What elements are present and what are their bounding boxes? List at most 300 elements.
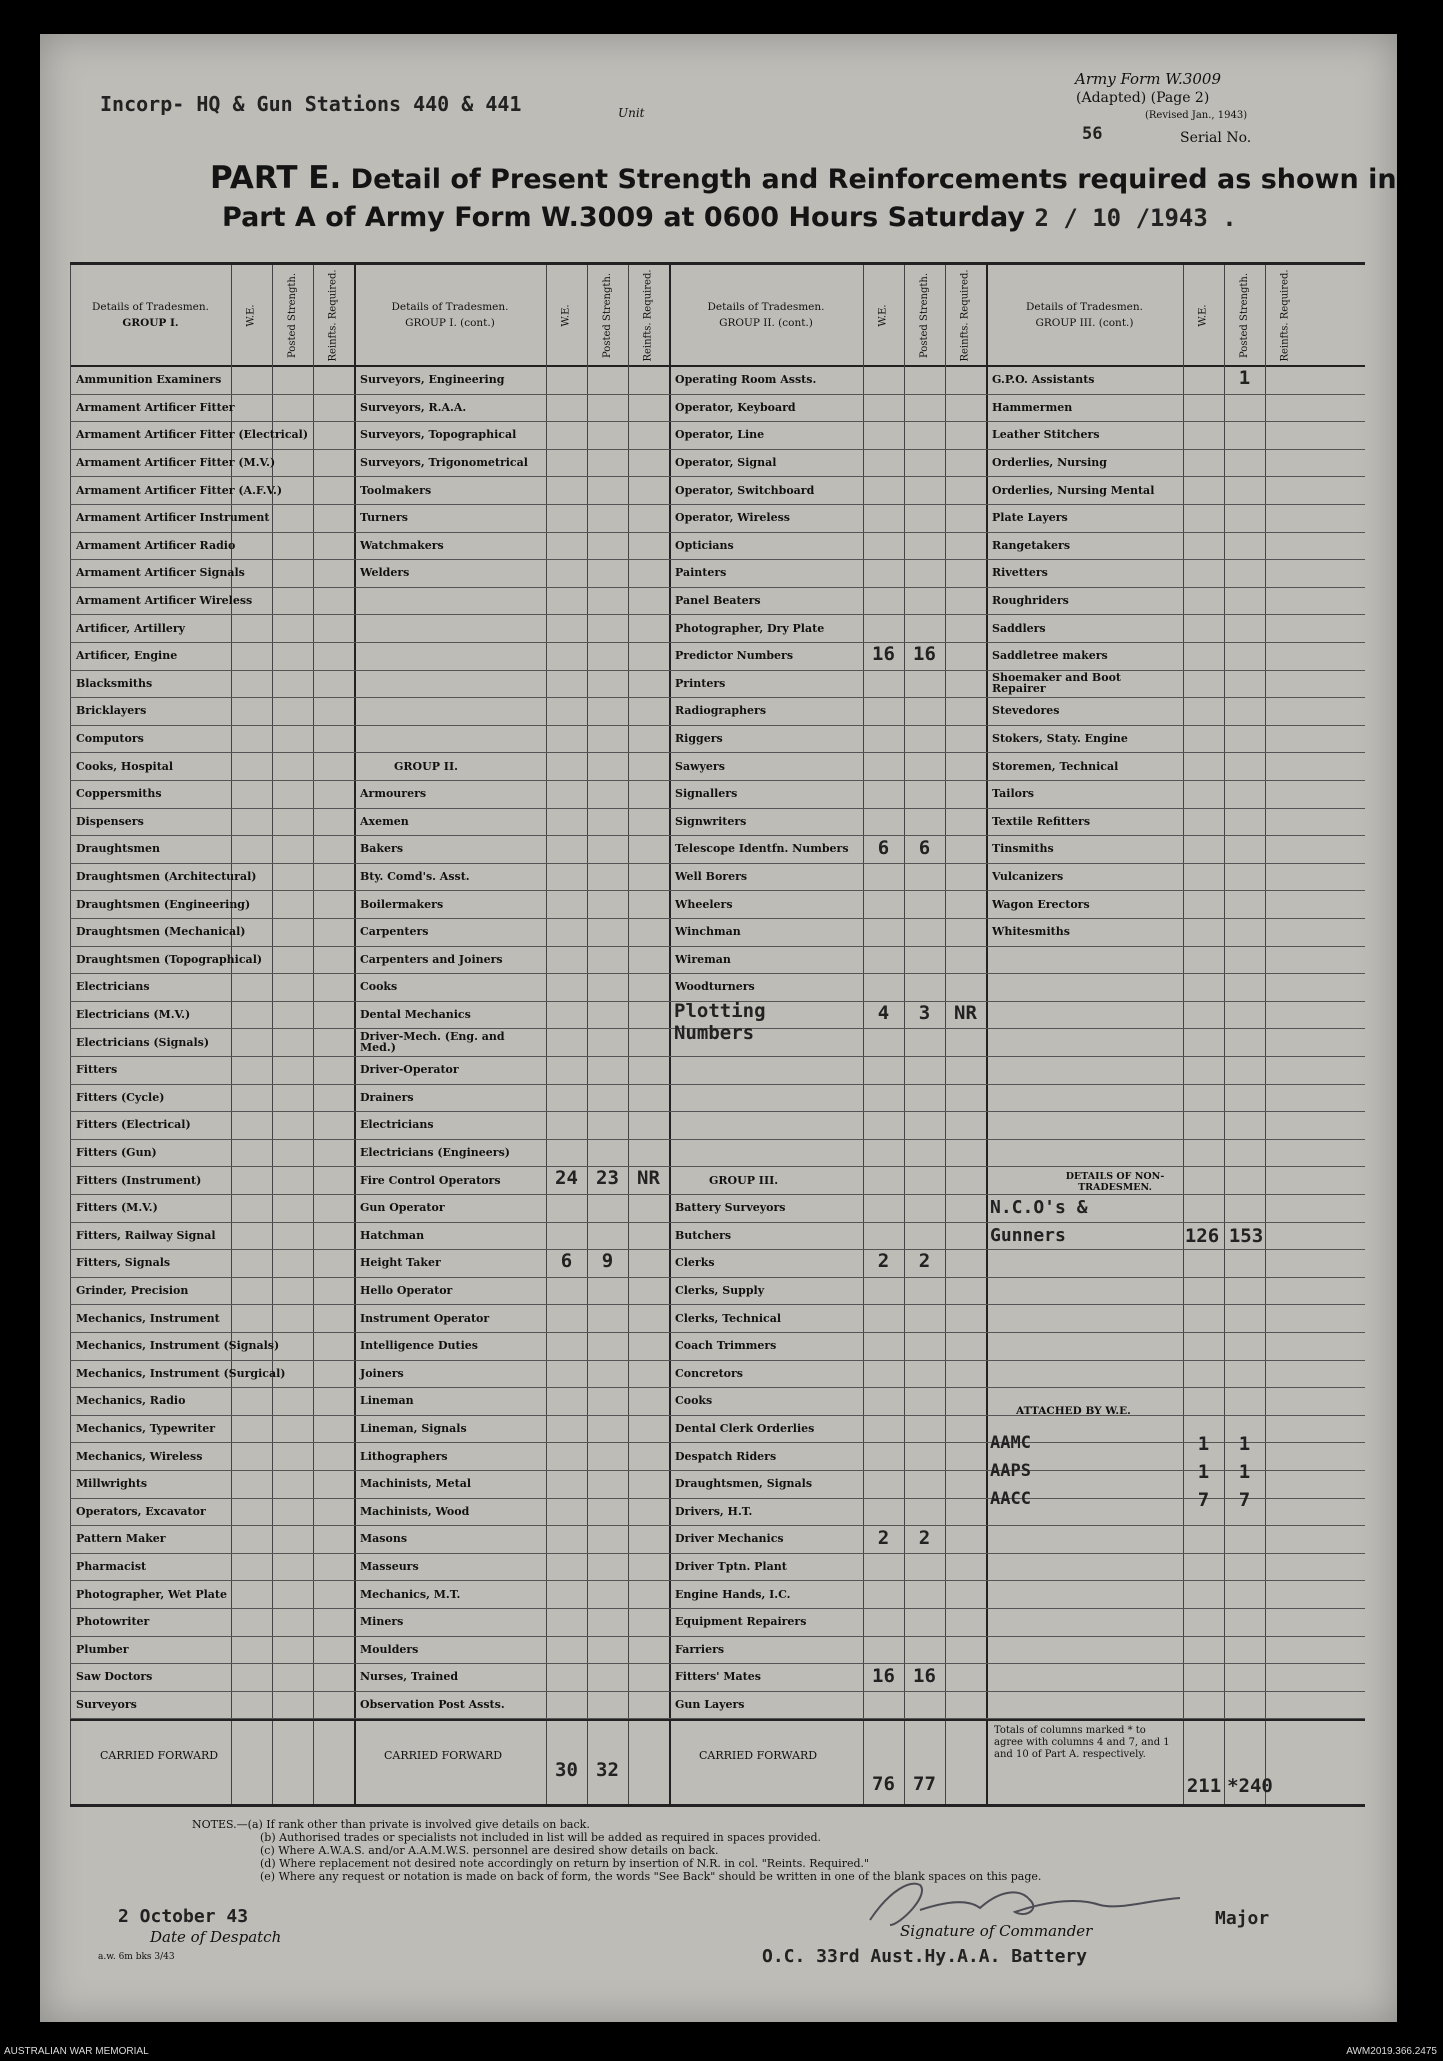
table-row bbox=[986, 642, 1176, 670]
row-label: Surveyors bbox=[76, 1698, 137, 1712]
telescope-we: 6 bbox=[877, 837, 890, 859]
row-label: Dental Clerk Orderlies bbox=[675, 1422, 815, 1436]
row-label: Fitters (Gun) bbox=[76, 1146, 157, 1160]
row-label: Welders bbox=[360, 566, 410, 580]
table-row bbox=[354, 1691, 544, 1719]
table-row bbox=[986, 670, 1176, 698]
row-label: Plate Layers bbox=[992, 511, 1068, 525]
header-reinfts: Reinfts. Required. bbox=[643, 268, 654, 362]
totals-note: Totals of columns marked * to agree with columns 4 and 7, and 1 and 10 of Part A. respectively. bbox=[994, 1725, 1170, 1760]
header-we: W.E. bbox=[246, 303, 257, 327]
table-row bbox=[354, 1166, 544, 1194]
row-label: Coppersmiths bbox=[76, 787, 162, 801]
table-row bbox=[354, 1636, 544, 1664]
row-label: Machinists, Metal bbox=[360, 1477, 472, 1491]
table-row bbox=[354, 1360, 544, 1388]
table-row bbox=[354, 1222, 544, 1250]
row-label: G.P.O. Assistants bbox=[992, 373, 1095, 387]
header-reinfts: Reinfts. Required. bbox=[328, 268, 339, 362]
unit-suffix: Unit bbox=[618, 106, 645, 120]
gun-layers-we: 16 bbox=[872, 1665, 895, 1687]
nco-posted: 153 bbox=[1228, 1225, 1264, 1247]
table-row bbox=[986, 532, 1176, 560]
form-revised: (Revised Jan., 1943) bbox=[1145, 110, 1248, 121]
table-row bbox=[354, 532, 544, 560]
row-label: Wheelers bbox=[675, 897, 733, 911]
table-row bbox=[669, 1470, 859, 1498]
row-label: Butchers bbox=[675, 1228, 732, 1242]
table-row bbox=[986, 918, 1176, 946]
telescope-posted: 6 bbox=[918, 837, 931, 859]
cf-total-we: 211 bbox=[1186, 1775, 1222, 1797]
row-label: Armament Artificer Fitter bbox=[76, 400, 235, 414]
row-label: Driver-Operator bbox=[360, 1063, 459, 1077]
table-row bbox=[354, 1387, 544, 1415]
row-label: Fitters (M.V.) bbox=[76, 1201, 158, 1215]
row-label: Armament Artificer Fitter (Electrical) bbox=[76, 428, 309, 442]
row-label: Intelligence Duties bbox=[360, 1339, 478, 1353]
aamc-label: AAMC bbox=[990, 1433, 1031, 1453]
row-label: Operator, Switchboard bbox=[675, 483, 815, 497]
row-label: Armament Artificer Fitter (M.V.) bbox=[76, 456, 276, 470]
row-label: Driver Mechanics bbox=[675, 1532, 784, 1546]
row-label: Rangetakers bbox=[992, 538, 1071, 552]
table-row bbox=[986, 725, 1176, 753]
table-row bbox=[354, 1249, 544, 1277]
table-row bbox=[669, 1498, 859, 1526]
row-label: Hello Operator bbox=[360, 1284, 453, 1298]
row-label: Rivetters bbox=[992, 566, 1048, 580]
row-label: Saddletree makers bbox=[992, 649, 1108, 663]
table-row bbox=[354, 1415, 544, 1443]
row-label: Signwriters bbox=[675, 814, 747, 828]
table-row bbox=[669, 532, 859, 560]
table-row bbox=[669, 1084, 859, 1112]
row-label: Farriers bbox=[675, 1642, 725, 1656]
row-label: Driver-Mech. (Eng. and Med.) bbox=[360, 1030, 505, 1055]
table-row bbox=[669, 1056, 859, 1084]
header-group3-cont: Details of Tradesmen. GROUP III. (cont.) bbox=[1026, 301, 1143, 329]
row-label: Clerks, Supply bbox=[675, 1284, 765, 1298]
table-row bbox=[986, 808, 1176, 836]
table-row bbox=[669, 394, 859, 422]
table-row bbox=[669, 1691, 859, 1719]
row-label: Electricians bbox=[360, 1118, 434, 1132]
page-title-line2: Part A of Army Form W.3009 at 0600 Hours Saturday 2 / 10 /1943 . bbox=[222, 202, 1237, 233]
header-group1-cont: Details of Tradesmen. GROUP I. (cont.) bbox=[391, 301, 509, 329]
table-row bbox=[669, 1304, 859, 1332]
table-row bbox=[669, 1525, 859, 1553]
page-title-line1: PART E. Detail of Present Strength and Reinforcements required as shown in bbox=[210, 160, 1397, 196]
row-label: Coach Trimmers bbox=[675, 1339, 777, 1353]
row-label: Orderlies, Nursing bbox=[992, 456, 1107, 470]
row-label: Height Taker bbox=[360, 1256, 441, 1270]
archive-strip bbox=[0, 2044, 1443, 2061]
row-label: Draughtsmen (Mechanical) bbox=[76, 925, 246, 939]
row-label: Dental Mechanics bbox=[360, 1008, 471, 1022]
table-row bbox=[986, 863, 1176, 891]
row-label: Cooks bbox=[360, 980, 398, 994]
table-row bbox=[669, 1580, 859, 1608]
fire-control-posted: 23 bbox=[596, 1167, 619, 1189]
row-label: Mechanics, Typewriter bbox=[76, 1422, 216, 1436]
row-label: Fitters bbox=[76, 1063, 118, 1077]
fire-control-reinf: NR bbox=[637, 1167, 660, 1189]
aacc-label: AACC bbox=[990, 1489, 1031, 1509]
row-label: Bakers bbox=[360, 842, 404, 856]
row-label: Riggers bbox=[675, 732, 723, 746]
row-label: Stevedores bbox=[992, 704, 1060, 718]
table-row bbox=[354, 449, 544, 477]
aacc-we: 7 bbox=[1197, 1489, 1210, 1511]
row-label: Sawyers bbox=[675, 759, 725, 773]
table-row bbox=[354, 890, 544, 918]
row-label: Clerks bbox=[675, 1256, 715, 1270]
row-label: Grinder, Precision bbox=[76, 1284, 189, 1298]
row-label: Fitters (Cycle) bbox=[76, 1090, 165, 1104]
table-row bbox=[986, 697, 1176, 725]
table-row bbox=[354, 780, 544, 808]
row-label: Stokers, Staty. Engine bbox=[992, 732, 1128, 746]
gun-layers-posted: 16 bbox=[913, 1665, 936, 1687]
table-row bbox=[354, 1056, 544, 1084]
table-row bbox=[354, 642, 544, 670]
row-label: Operators, Excavator bbox=[76, 1504, 206, 1518]
row-label: Instrument Operator bbox=[360, 1311, 490, 1325]
row-label: Plumber bbox=[76, 1642, 129, 1656]
table-row bbox=[669, 449, 859, 477]
table-row bbox=[986, 476, 1176, 504]
table-row bbox=[669, 670, 859, 698]
table-row bbox=[354, 752, 544, 780]
row-label: Bricklayers bbox=[76, 704, 147, 718]
header-reinfts: Reinfts. Required. bbox=[960, 268, 971, 362]
archive-right: AWM2019.366.2475 bbox=[1346, 2046, 1437, 2057]
row-label: Concretors bbox=[675, 1366, 743, 1380]
row-label: Telescope Identfn. Numbers bbox=[675, 842, 849, 856]
notes-block: NOTES.—(a) If rank other than private is involved give details on back. (b) Authorised trades or specialists not included in list will be added as required in spaces provided. (c) Where A.W.A.S. and/or A.A.M.W.S. personnel are desired show details on back. (d) Where replacement not desired note accordingly on return by insertion of N.R. in col. "Reints. Required." (e) Where any request or notation is made on back of form, the words "See Back" should be written in one of the blank spaces on this page. bbox=[192, 1818, 1042, 1883]
row-label: Wireman bbox=[675, 952, 731, 966]
plotting-label: Plotting Numbers bbox=[674, 1000, 766, 1044]
unit-line: Incorp- HQ & Gun Stations 440 & 441 bbox=[100, 92, 522, 116]
row-label: Masons bbox=[360, 1532, 408, 1546]
table-row bbox=[354, 1194, 544, 1222]
table-row bbox=[354, 1498, 544, 1526]
table-row bbox=[669, 1636, 859, 1664]
aacc-posted: 7 bbox=[1238, 1489, 1251, 1511]
table-row bbox=[669, 780, 859, 808]
row-label: Fitters, Signals bbox=[76, 1256, 171, 1270]
table-row bbox=[354, 1442, 544, 1470]
table-row bbox=[669, 614, 859, 642]
table-row bbox=[669, 725, 859, 753]
table-row bbox=[669, 1442, 859, 1470]
row-label: Vulcanizers bbox=[992, 870, 1064, 884]
header-posted: Posted Strength. bbox=[1239, 272, 1251, 358]
header-we: W.E. bbox=[561, 303, 572, 327]
row-label: Surveyors, R.A.A. bbox=[360, 400, 467, 414]
table-row bbox=[354, 918, 544, 946]
table-row bbox=[986, 366, 1176, 394]
table-row bbox=[986, 835, 1176, 863]
row-label: Surveyors, Trigonometrical bbox=[360, 456, 528, 470]
aaps-we: 1 bbox=[1197, 1461, 1210, 1483]
row-label: Printers bbox=[675, 676, 726, 690]
row-label: Photowriter bbox=[76, 1615, 150, 1629]
row-label: Draughtsmen bbox=[76, 842, 161, 856]
header-posted: Posted Strength. bbox=[602, 272, 614, 358]
row-label: Storemen, Technical bbox=[992, 759, 1119, 773]
row-label: Pharmacist bbox=[76, 1560, 147, 1574]
serial-value: 56 bbox=[1082, 124, 1103, 144]
table-row bbox=[354, 697, 544, 725]
row-label: Boilermakers bbox=[360, 897, 444, 911]
cf-col2-posted: 32 bbox=[596, 1759, 619, 1781]
table-row bbox=[986, 780, 1176, 808]
plotting-reinf: NR bbox=[954, 1002, 977, 1024]
table-row bbox=[354, 946, 544, 974]
row-label: Shoemaker and Boot Repairer bbox=[992, 671, 1121, 696]
plotting-we: 4 bbox=[877, 1002, 890, 1024]
row-label: Fitters, Railway Signal bbox=[76, 1228, 216, 1242]
table-row bbox=[669, 973, 859, 1001]
row-label: Tinsmiths bbox=[992, 842, 1054, 856]
table-row bbox=[669, 1332, 859, 1360]
row-label: Operating Room Assts. bbox=[675, 373, 817, 387]
fire-control-we: 24 bbox=[555, 1167, 578, 1189]
row-label: Blacksmiths bbox=[76, 676, 153, 690]
row-label: Drainers bbox=[360, 1090, 414, 1104]
table-row bbox=[354, 1084, 544, 1112]
table-row bbox=[354, 1608, 544, 1636]
row-label: Millwrights bbox=[76, 1477, 148, 1491]
table-row bbox=[986, 449, 1176, 477]
row-label: Gun Operator bbox=[360, 1201, 445, 1215]
row-label: Drivers, H.T. bbox=[675, 1504, 753, 1518]
row-label: Saddlers bbox=[992, 621, 1046, 635]
table-row bbox=[986, 504, 1176, 532]
row-label: Draughtsmen (Topographical) bbox=[76, 952, 263, 966]
table-row bbox=[354, 476, 544, 504]
row-label: Wagon Erectors bbox=[992, 897, 1090, 911]
height-taker-posted: 9 bbox=[601, 1250, 614, 1272]
table-row bbox=[354, 1663, 544, 1691]
table-row bbox=[669, 1194, 859, 1222]
row-label: Axemen bbox=[360, 814, 409, 828]
row-label: Orderlies, Nursing Mental bbox=[992, 483, 1155, 497]
row-label: Electricians (M.V.) bbox=[76, 1008, 191, 1022]
row-label: Cooks, Hospital bbox=[76, 759, 174, 773]
table-row bbox=[669, 918, 859, 946]
non-tradesmen-header: DETAILS OF NON-TRADESMEN. bbox=[1065, 1171, 1165, 1193]
gpo-posted: 1 bbox=[1238, 367, 1251, 389]
row-label: Miners bbox=[360, 1615, 404, 1629]
clerks-posted: 2 bbox=[918, 1250, 931, 1272]
height-taker-we: 6 bbox=[560, 1250, 573, 1272]
row-label: Ammunition Examiners bbox=[76, 373, 222, 387]
row-label: Nurses, Trained bbox=[360, 1670, 459, 1684]
row-label: Lithographers bbox=[360, 1449, 448, 1463]
row-label: Armament Artificer Radio bbox=[76, 538, 236, 552]
row-label: Well Borers bbox=[675, 870, 748, 884]
row-label: Draughtsmen (Engineering) bbox=[76, 897, 251, 911]
table-row bbox=[986, 421, 1176, 449]
row-label: Draughtsmen (Architectural) bbox=[76, 870, 257, 884]
table-row bbox=[669, 1166, 859, 1194]
header-we: W.E. bbox=[878, 303, 889, 327]
table-row bbox=[354, 1139, 544, 1167]
table-row bbox=[354, 1470, 544, 1498]
table-row bbox=[354, 394, 544, 422]
row-label: Opticians bbox=[675, 538, 734, 552]
row-label: Moulders bbox=[360, 1642, 419, 1656]
row-label: Machinists, Wood bbox=[360, 1504, 470, 1518]
row-label: Mechanics, Instrument (Signals) bbox=[76, 1339, 280, 1353]
table-row bbox=[669, 1663, 859, 1691]
rank: Major bbox=[1215, 1908, 1270, 1929]
table-row bbox=[354, 1111, 544, 1139]
despatch-label: Date of Despatch bbox=[150, 1928, 282, 1946]
print-code: a.w. 6m bks 3/43 bbox=[98, 1952, 175, 1962]
aamc-we: 1 bbox=[1197, 1433, 1210, 1455]
row-label: Painters bbox=[675, 566, 727, 580]
row-label: Turners bbox=[360, 511, 408, 525]
table-row bbox=[354, 1580, 544, 1608]
table-row bbox=[986, 394, 1176, 422]
row-label: Armament Artificer Instrument bbox=[76, 511, 270, 525]
carried-forward-label: CARRIED FORWARD bbox=[100, 1749, 219, 1762]
row-label: Lineman, Signals bbox=[360, 1422, 467, 1436]
nco-label: N.C.O's & bbox=[990, 1197, 1088, 1218]
row-label: Engine Hands, I.C. bbox=[675, 1587, 791, 1601]
table-row bbox=[669, 752, 859, 780]
aaps-posted: 1 bbox=[1238, 1461, 1251, 1483]
cf-col2-we: 30 bbox=[555, 1759, 578, 1781]
row-label: Fitters' Mates bbox=[675, 1670, 761, 1684]
table-row bbox=[354, 1304, 544, 1332]
table-row bbox=[986, 890, 1176, 918]
row-label: GROUP III. bbox=[709, 1173, 779, 1187]
aamc-posted: 1 bbox=[1238, 1433, 1251, 1455]
row-label: Predictor Numbers bbox=[675, 649, 794, 663]
row-label: Toolmakers bbox=[360, 483, 432, 497]
nco-we: 126 bbox=[1184, 1225, 1220, 1247]
table-row bbox=[354, 808, 544, 836]
row-label: Photographer, Wet Plate bbox=[76, 1587, 228, 1601]
cf-total-posted: *240 bbox=[1227, 1775, 1273, 1797]
plotting-posted: 3 bbox=[918, 1002, 931, 1024]
row-label: Operator, Line bbox=[675, 428, 765, 442]
row-label: Driver Tptn. Plant bbox=[675, 1560, 787, 1574]
form-page bbox=[40, 34, 1397, 2022]
row-label: Artificer, Engine bbox=[76, 649, 178, 663]
row-label: Hatchman bbox=[360, 1228, 425, 1242]
row-label: Leather Stitchers bbox=[992, 428, 1100, 442]
table-row bbox=[669, 1415, 859, 1443]
clerks-we: 2 bbox=[877, 1250, 890, 1272]
table-row bbox=[669, 835, 859, 863]
table-row bbox=[354, 614, 544, 642]
table-row bbox=[669, 1222, 859, 1250]
signature-label: Signature of Commander bbox=[900, 1922, 1093, 1940]
row-label: Electricians bbox=[76, 980, 150, 994]
table-row bbox=[354, 1028, 544, 1056]
row-label: Operator, Wireless bbox=[675, 511, 790, 525]
cf-col3-we: 76 bbox=[872, 1773, 895, 1795]
row-label: Joiners bbox=[360, 1366, 404, 1380]
table-row bbox=[354, 587, 544, 615]
row-label: Despatch Riders bbox=[675, 1449, 777, 1463]
row-label: Masseurs bbox=[360, 1560, 419, 1574]
predictor-posted: 16 bbox=[913, 643, 936, 665]
form-name: Army Form W.3009 bbox=[1075, 70, 1221, 88]
row-label: Watchmakers bbox=[360, 538, 444, 552]
table-row bbox=[669, 1139, 859, 1167]
table-row bbox=[669, 476, 859, 504]
table-row bbox=[354, 1277, 544, 1305]
row-label: Mechanics, Radio bbox=[76, 1394, 186, 1408]
header-group1: Details of Tradesmen. GROUP I. bbox=[92, 301, 209, 329]
row-label: Gun Layers bbox=[675, 1698, 745, 1712]
row-label: Tailors bbox=[992, 787, 1034, 801]
row-label: Signallers bbox=[675, 787, 738, 801]
row-label: GROUP II. bbox=[394, 759, 458, 773]
row-label: Surveyors, Engineering bbox=[360, 373, 505, 387]
form-adapted: (Adapted) (Page 2) bbox=[1076, 90, 1210, 106]
row-label: Hammermen bbox=[992, 400, 1073, 414]
table-row bbox=[669, 421, 859, 449]
row-label: Draughtsmen, Signals bbox=[675, 1477, 813, 1491]
table-row bbox=[669, 559, 859, 587]
header-reinfts: Reinfts. Required. bbox=[1280, 268, 1291, 362]
cf-col3-posted: 77 bbox=[913, 1773, 936, 1795]
row-label: Armament Artificer Wireless bbox=[76, 594, 253, 608]
row-label: Operator, Signal bbox=[675, 456, 777, 470]
table-row bbox=[354, 725, 544, 753]
table-row bbox=[354, 1553, 544, 1581]
row-label: Surveyors, Topographical bbox=[360, 428, 517, 442]
row-label: Carpenters and Joiners bbox=[360, 952, 503, 966]
table-row bbox=[669, 697, 859, 725]
table-row bbox=[669, 1111, 859, 1139]
serial-label: Serial No. bbox=[1180, 130, 1252, 146]
table-row bbox=[986, 587, 1176, 615]
table-row bbox=[354, 835, 544, 863]
table-row bbox=[669, 366, 859, 394]
row-label: Carpenters bbox=[360, 925, 429, 939]
table-row bbox=[669, 1387, 859, 1415]
table-row bbox=[669, 946, 859, 974]
table-row bbox=[669, 1360, 859, 1388]
table-row bbox=[354, 973, 544, 1001]
engine-hands-posted: 2 bbox=[918, 1527, 931, 1549]
table-row bbox=[669, 587, 859, 615]
row-label: Roughriders bbox=[992, 594, 1069, 608]
row-label: Equipment Repairers bbox=[675, 1615, 807, 1629]
row-label: Textile Refitters bbox=[992, 814, 1091, 828]
row-label: Battery Surveyors bbox=[675, 1201, 786, 1215]
row-label: Mechanics, M.T. bbox=[360, 1587, 461, 1601]
table-row bbox=[669, 1249, 859, 1277]
row-label: Observation Post Assts. bbox=[360, 1698, 505, 1712]
table-row bbox=[354, 1332, 544, 1360]
table-row bbox=[986, 559, 1176, 587]
row-label: Mechanics, Instrument bbox=[76, 1311, 220, 1325]
row-label: Fire Control Operators bbox=[360, 1173, 501, 1187]
row-label: Armament Artificer Fitter (A.F.V.) bbox=[76, 483, 283, 497]
table-row bbox=[986, 614, 1176, 642]
row-label: Cooks bbox=[675, 1394, 713, 1408]
